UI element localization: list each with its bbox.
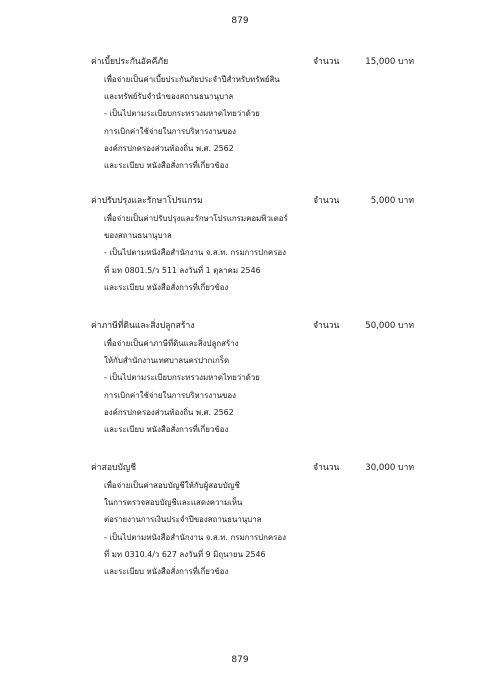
description-line: ที่ มท 0310.4/ว 627 ลงวันที่ 9 มิถุนายน 2546: [104, 549, 266, 559]
description-line: ให้กับสำนักงานเทศบาลนครปากเกร็ด: [104, 356, 230, 366]
description-line: - เป็นไปตามระเบียบกระทรวงมหาดไทยว่าด้วย: [104, 109, 260, 119]
item-title: ค่าภาษีที่ดินและสิ่งปลูกสร้าง: [91, 321, 195, 331]
description-line: ต่อรายงานการเงินประจำปีของสถานธนานุบาล: [104, 515, 262, 525]
description-line: เพื่อจ่ายเป็นค่าสอบบัญชีให้กับผู้สอบบัญชี: [104, 481, 240, 490]
amount-label: จำนวน: [313, 196, 340, 206]
description-line: - เป็นไปตามระเบียบกระทรวงมหาดไทยว่าด้วย: [104, 373, 260, 383]
description-line: ในการตรวจสอบบัญชีและแสดงความเห็น: [104, 498, 243, 508]
description-line: - เป็นไปตามหนังสือสำนักงาน จ.ส.ท. กรมการปกครอง: [104, 248, 287, 258]
description-line: และระเบียบ หนังสือสั่งการที่เกี่ยวข้อง: [104, 425, 229, 435]
amount-value: 5,000 บาท: [370, 196, 414, 206]
item-title: ค่าปรับปรุงและรักษาโปรแกรม: [91, 196, 203, 206]
item-title: ค่าสอบบัญชี: [91, 463, 137, 473]
item-description: [104, 335, 260, 438]
description-line: และระเบียบ หนังสือสั่งการที่เกี่ยวข้อง: [104, 161, 229, 171]
amount-label: จำนวน: [313, 321, 340, 331]
amount-label: จำนวน: [313, 57, 340, 67]
item-title: ค่าเบี้ยประกันอัคคีภัย: [91, 57, 169, 67]
amount-value: 15,000 บาท: [365, 57, 414, 67]
amount-value: 30,000 บาท: [365, 463, 414, 473]
description-line: และระเบียบ หนังสือสั่งการที่เกี่ยวข้อง: [104, 567, 229, 577]
description-line: และทรัพย์รับจำนำของสถานธนานุบาล: [104, 92, 234, 102]
amount-label: จำนวน: [313, 463, 340, 473]
description-line: การเบิกค่าใช้จ่ายในการบริหารงานของ: [104, 126, 236, 136]
description-line: องค์กรปกครองส่วนท้องถิ่น พ.ศ. 2562: [104, 143, 234, 153]
description-line: การเบิกค่าใช้จ่ายในการบริหารงานของ: [104, 390, 236, 400]
page-number-bottom: 879: [231, 655, 249, 665]
description-line: เพื่อจ่ายเป็นค่าภาษีที่ดินและสิ่งปลูกสร้าง: [104, 339, 239, 348]
page-number-top: 879: [231, 16, 249, 26]
description-line: และระเบียบ หนังสือสั่งการที่เกี่ยวข้อง: [104, 282, 229, 292]
item-description: [104, 210, 288, 296]
description-line: ที่ มท 0801.5/ว 511 ลงวันที่ 1 ตุลาคม 2546: [104, 265, 261, 275]
description-line: เพื่อจ่ายเป็นค่าปรับปรุงและรักษาโปรแกรมคอมพิวเตอร์: [104, 214, 288, 223]
item-description: [104, 477, 286, 580]
description-line: - เป็นไปตามหนังสือสำนักงาน จ.ส.ท. กรมการปกครอง: [104, 532, 287, 542]
amount-value: 50,000 บาท: [365, 321, 414, 331]
description-line: เพื่อจ่ายเป็นค่าเบี้ยประกันภัยประจำปีสำหรับทรัพย์สิน: [104, 75, 280, 84]
description-line: ของสถานธนานุบาล: [104, 231, 172, 241]
description-line: องค์กรปกครองส่วนท้องถิ่น พ.ศ. 2562: [104, 407, 234, 417]
item-description: [104, 71, 280, 174]
